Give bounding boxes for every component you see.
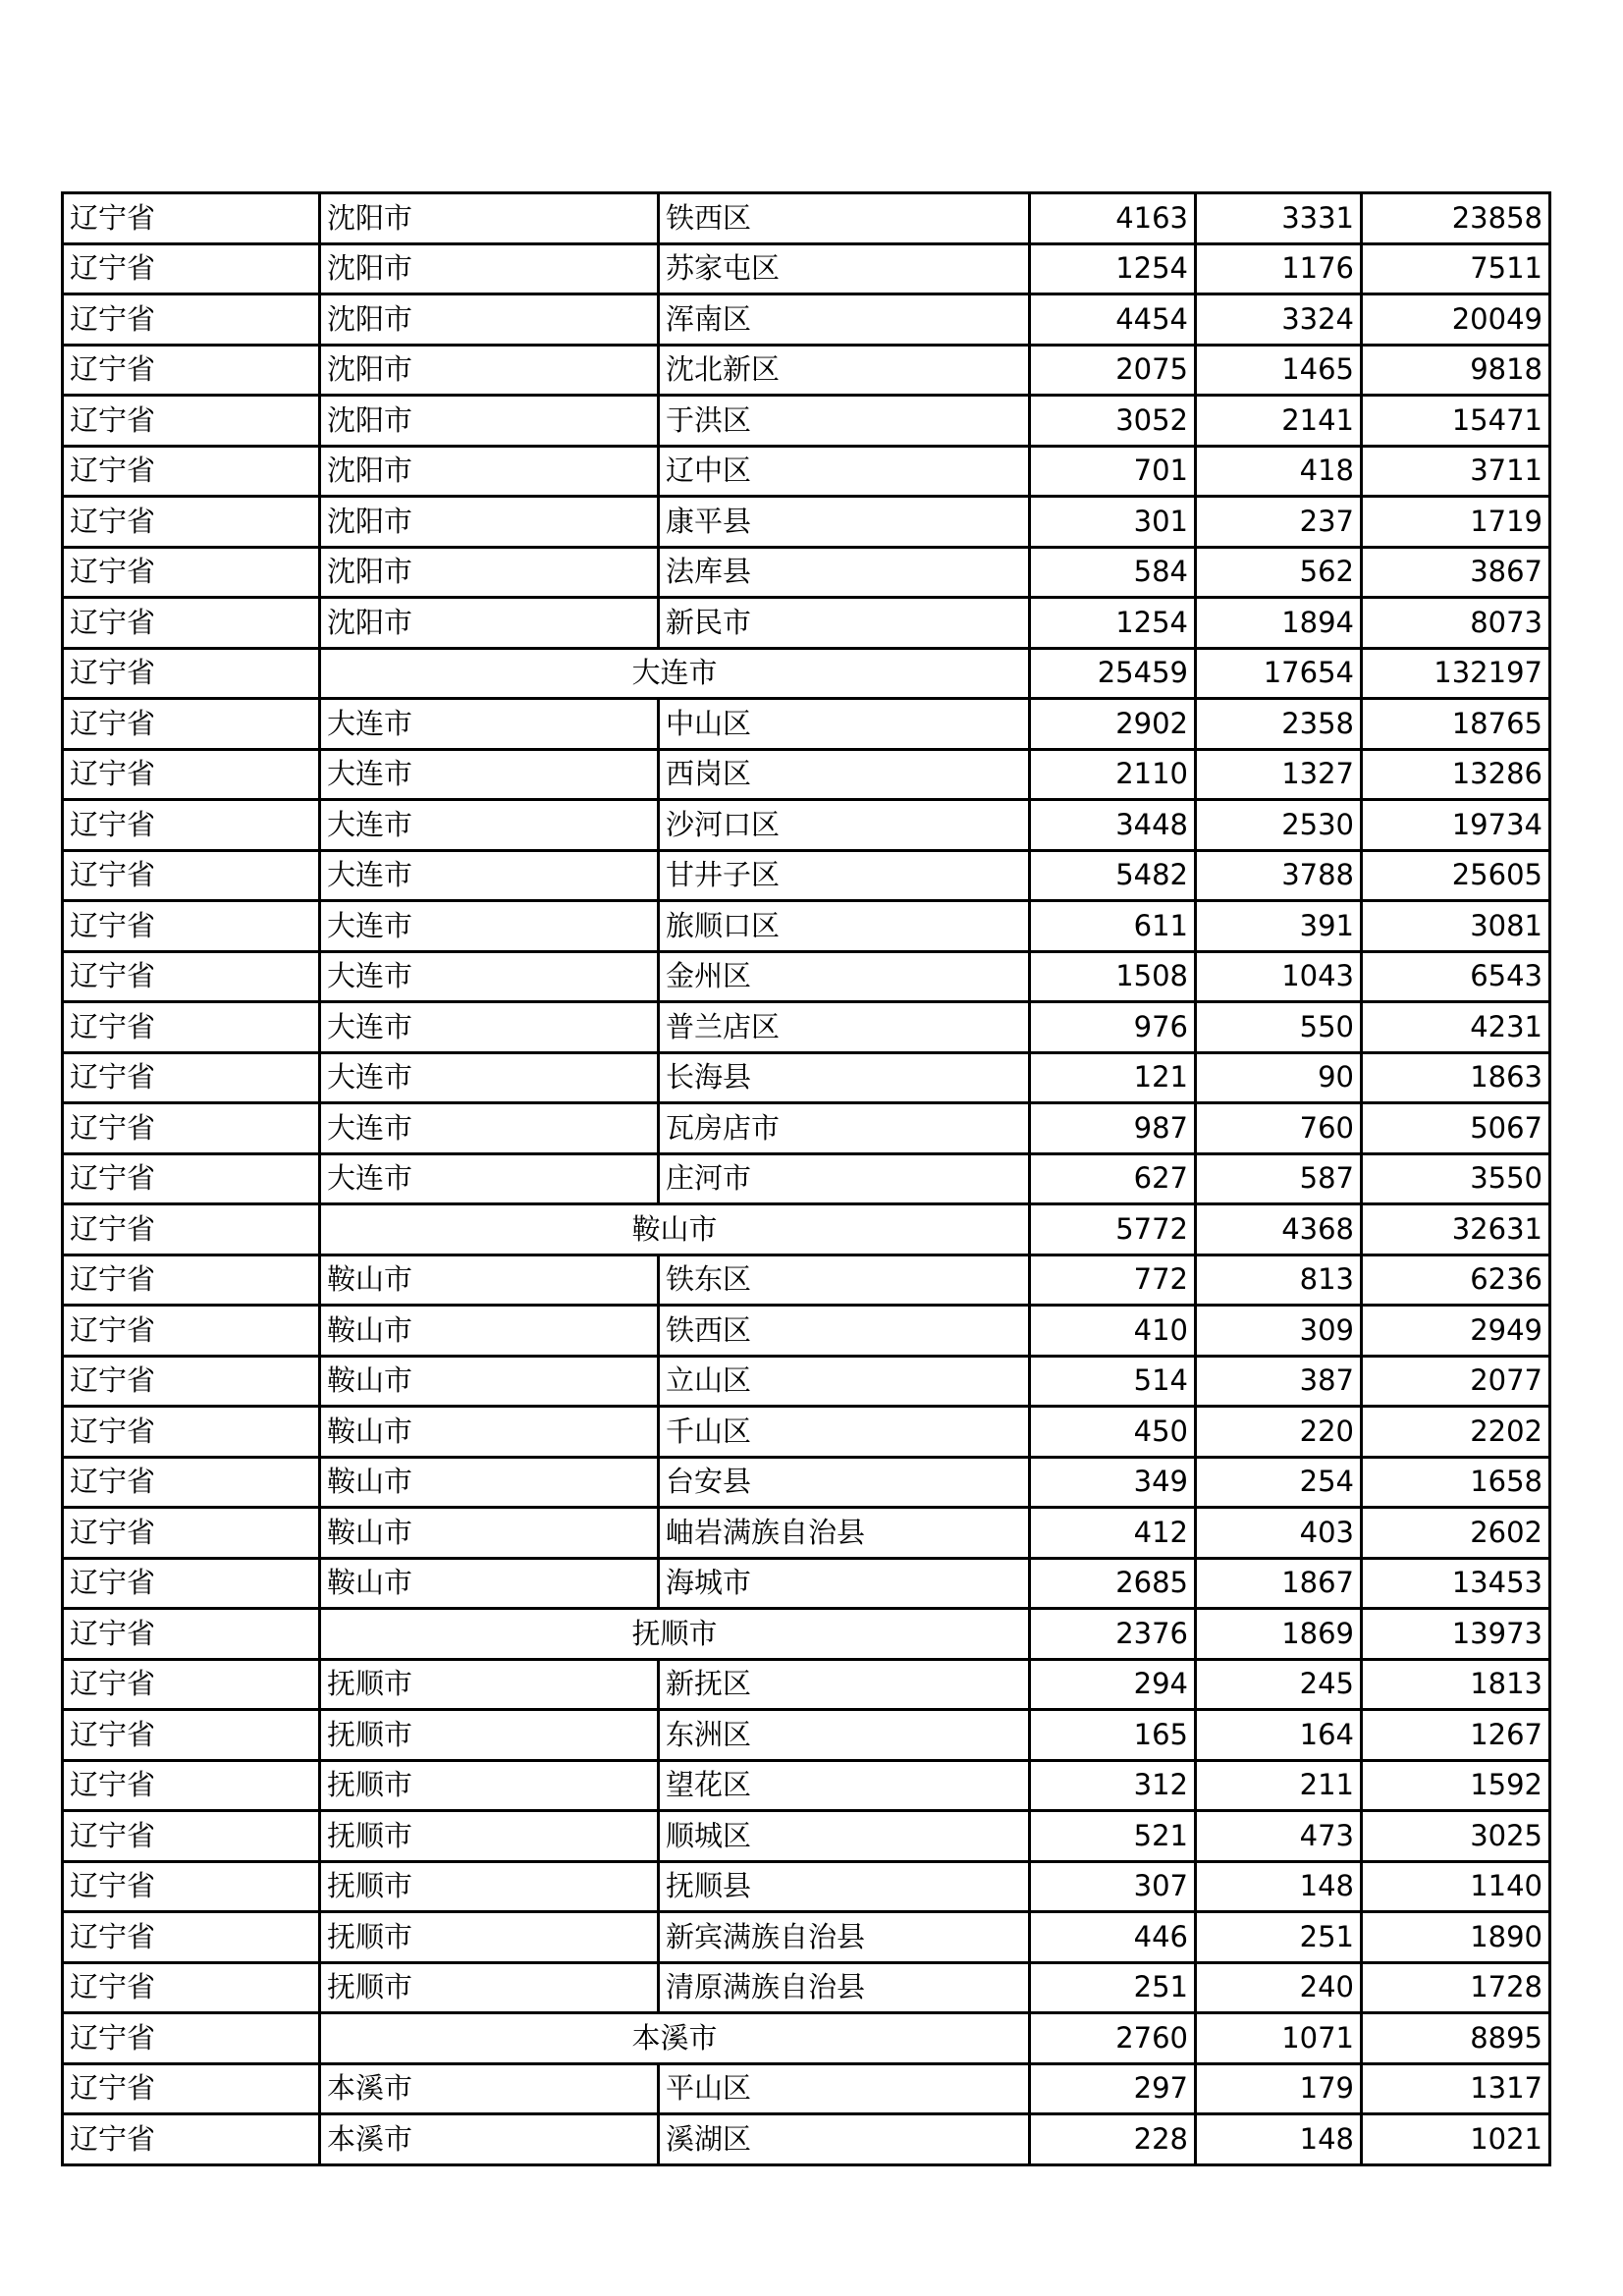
city-cell: 沈阳市 bbox=[320, 345, 659, 396]
table-row bbox=[63, 800, 1550, 851]
value-cell-3: 5067 bbox=[1362, 1103, 1550, 1154]
district-cell: 金州区 bbox=[659, 951, 1030, 1002]
district-cell: 台安县 bbox=[659, 1457, 1030, 1508]
value-cell-2: 387 bbox=[1196, 1356, 1362, 1407]
value-cell-3: 19734 bbox=[1362, 800, 1550, 851]
city-cell: 鞍山市 bbox=[320, 1508, 659, 1559]
province-cell: 辽宁省 bbox=[63, 1962, 320, 2013]
district-cell: 东洲区 bbox=[659, 1710, 1030, 1761]
district-cell: 甘井子区 bbox=[659, 850, 1030, 901]
city-cell: 大连市 bbox=[320, 699, 659, 750]
province-cell: 辽宁省 bbox=[63, 1153, 320, 1204]
value-cell-2: 403 bbox=[1196, 1508, 1362, 1559]
statistics-table bbox=[61, 191, 1551, 2166]
city-cell: 大连市 bbox=[320, 850, 659, 901]
table-row bbox=[63, 1912, 1550, 1963]
value-cell-1: 2902 bbox=[1030, 699, 1196, 750]
province-cell: 辽宁省 bbox=[63, 1710, 320, 1761]
table-row bbox=[63, 1306, 1550, 1357]
district-cell: 望花区 bbox=[659, 1760, 1030, 1811]
value-cell-2: 1176 bbox=[1196, 243, 1362, 294]
city-cell: 沈阳市 bbox=[320, 193, 659, 244]
value-cell-3: 6543 bbox=[1362, 951, 1550, 1002]
value-cell-2: 179 bbox=[1196, 2063, 1362, 2114]
city-subtotal-row bbox=[63, 1609, 1550, 1660]
province-cell: 辽宁省 bbox=[63, 1052, 320, 1103]
table-row bbox=[63, 396, 1550, 447]
district-cell: 新抚区 bbox=[659, 1659, 1030, 1710]
province-cell: 辽宁省 bbox=[63, 1002, 320, 1053]
table-row bbox=[63, 1255, 1550, 1306]
table-row bbox=[63, 699, 1550, 750]
value-cell-3: 7511 bbox=[1362, 243, 1550, 294]
province-cell: 辽宁省 bbox=[63, 547, 320, 598]
city-cell: 抚顺市 bbox=[320, 1811, 659, 1862]
table-row bbox=[63, 2063, 1550, 2114]
value-cell-1: 121 bbox=[1030, 1052, 1196, 1103]
table-row bbox=[63, 1811, 1550, 1862]
value-cell-1: 301 bbox=[1030, 497, 1196, 548]
table-row bbox=[63, 1508, 1550, 1559]
value-cell-2: 760 bbox=[1196, 1103, 1362, 1154]
value-cell-1: 3052 bbox=[1030, 396, 1196, 447]
value-cell-1: 25459 bbox=[1030, 648, 1196, 699]
value-cell-2: 391 bbox=[1196, 901, 1362, 952]
city-subtotal-label: 大连市 bbox=[320, 648, 1030, 699]
value-cell-3: 3867 bbox=[1362, 547, 1550, 598]
city-cell: 沈阳市 bbox=[320, 547, 659, 598]
province-cell: 辽宁省 bbox=[63, 294, 320, 346]
value-cell-2: 2530 bbox=[1196, 800, 1362, 851]
province-cell: 辽宁省 bbox=[63, 497, 320, 548]
value-cell-1: 251 bbox=[1030, 1962, 1196, 2013]
table-row bbox=[63, 1710, 1550, 1761]
province-cell: 辽宁省 bbox=[63, 2114, 320, 2165]
table-row bbox=[63, 1760, 1550, 1811]
district-cell: 铁东区 bbox=[659, 1255, 1030, 1306]
city-cell: 鞍山市 bbox=[320, 1558, 659, 1609]
province-cell: 辽宁省 bbox=[63, 1811, 320, 1862]
table-row bbox=[63, 497, 1550, 548]
value-cell-2: 1869 bbox=[1196, 1609, 1362, 1660]
value-cell-3: 3711 bbox=[1362, 446, 1550, 497]
province-cell: 辽宁省 bbox=[63, 1861, 320, 1912]
district-cell: 新民市 bbox=[659, 598, 1030, 649]
city-cell: 鞍山市 bbox=[320, 1356, 659, 1407]
district-cell: 法库县 bbox=[659, 547, 1030, 598]
value-cell-3: 15471 bbox=[1362, 396, 1550, 447]
value-cell-3: 6236 bbox=[1362, 1255, 1550, 1306]
table-row bbox=[63, 1457, 1550, 1508]
value-cell-3: 1719 bbox=[1362, 497, 1550, 548]
city-cell: 大连市 bbox=[320, 800, 659, 851]
value-cell-2: 2141 bbox=[1196, 396, 1362, 447]
value-cell-1: 514 bbox=[1030, 1356, 1196, 1407]
table-row bbox=[63, 1052, 1550, 1103]
province-cell: 辽宁省 bbox=[63, 749, 320, 800]
province-cell: 辽宁省 bbox=[63, 1508, 320, 1559]
value-cell-3: 1140 bbox=[1362, 1861, 1550, 1912]
district-cell: 长海县 bbox=[659, 1052, 1030, 1103]
value-cell-1: 611 bbox=[1030, 901, 1196, 952]
district-cell: 海城市 bbox=[659, 1558, 1030, 1609]
province-cell: 辽宁省 bbox=[63, 951, 320, 1002]
city-subtotal-row bbox=[63, 648, 1550, 699]
province-cell: 辽宁省 bbox=[63, 2013, 320, 2064]
district-cell: 中山区 bbox=[659, 699, 1030, 750]
value-cell-2: 211 bbox=[1196, 1760, 1362, 1811]
province-cell: 辽宁省 bbox=[63, 1760, 320, 1811]
value-cell-2: 245 bbox=[1196, 1659, 1362, 1710]
value-cell-1: 627 bbox=[1030, 1153, 1196, 1204]
table-row bbox=[63, 901, 1550, 952]
district-cell: 岫岩满族自治县 bbox=[659, 1508, 1030, 1559]
value-cell-1: 228 bbox=[1030, 2114, 1196, 2165]
value-cell-2: 4368 bbox=[1196, 1204, 1362, 1255]
value-cell-1: 307 bbox=[1030, 1861, 1196, 1912]
value-cell-2: 3324 bbox=[1196, 294, 1362, 346]
value-cell-3: 132197 bbox=[1362, 648, 1550, 699]
value-cell-2: 148 bbox=[1196, 2114, 1362, 2165]
value-cell-3: 1592 bbox=[1362, 1760, 1550, 1811]
value-cell-2: 1894 bbox=[1196, 598, 1362, 649]
value-cell-3: 1863 bbox=[1362, 1052, 1550, 1103]
value-cell-1: 2685 bbox=[1030, 1558, 1196, 1609]
city-cell: 鞍山市 bbox=[320, 1255, 659, 1306]
value-cell-1: 297 bbox=[1030, 2063, 1196, 2114]
city-subtotal-row bbox=[63, 1204, 1550, 1255]
value-cell-1: 3448 bbox=[1030, 800, 1196, 851]
table-row bbox=[63, 850, 1550, 901]
value-cell-2: 1867 bbox=[1196, 1558, 1362, 1609]
city-cell: 本溪市 bbox=[320, 2114, 659, 2165]
province-cell: 辽宁省 bbox=[63, 1457, 320, 1508]
district-cell: 顺城区 bbox=[659, 1811, 1030, 1862]
district-cell: 苏家屯区 bbox=[659, 243, 1030, 294]
city-subtotal-label: 鞍山市 bbox=[320, 1204, 1030, 1255]
table-row bbox=[63, 1962, 1550, 2013]
district-cell: 辽中区 bbox=[659, 446, 1030, 497]
value-cell-2: 90 bbox=[1196, 1052, 1362, 1103]
value-cell-1: 1508 bbox=[1030, 951, 1196, 1002]
table-row bbox=[63, 1558, 1550, 1609]
district-cell: 于洪区 bbox=[659, 396, 1030, 447]
value-cell-1: 4454 bbox=[1030, 294, 1196, 346]
value-cell-1: 701 bbox=[1030, 446, 1196, 497]
table-row bbox=[63, 1002, 1550, 1053]
province-cell: 辽宁省 bbox=[63, 446, 320, 497]
city-cell: 大连市 bbox=[320, 1052, 659, 1103]
value-cell-3: 4231 bbox=[1362, 1002, 1550, 1053]
table-row bbox=[63, 1861, 1550, 1912]
value-cell-2: 148 bbox=[1196, 1861, 1362, 1912]
province-cell: 辽宁省 bbox=[63, 850, 320, 901]
table-row bbox=[63, 2114, 1550, 2165]
value-cell-1: 987 bbox=[1030, 1103, 1196, 1154]
value-cell-2: 1043 bbox=[1196, 951, 1362, 1002]
value-cell-1: 410 bbox=[1030, 1306, 1196, 1357]
value-cell-3: 3025 bbox=[1362, 1811, 1550, 1862]
value-cell-2: 3788 bbox=[1196, 850, 1362, 901]
value-cell-1: 349 bbox=[1030, 1457, 1196, 1508]
province-cell: 辽宁省 bbox=[63, 396, 320, 447]
province-cell: 辽宁省 bbox=[63, 699, 320, 750]
value-cell-3: 2602 bbox=[1362, 1508, 1550, 1559]
city-cell: 抚顺市 bbox=[320, 1861, 659, 1912]
value-cell-3: 25605 bbox=[1362, 850, 1550, 901]
city-cell: 大连市 bbox=[320, 1002, 659, 1053]
table-row bbox=[63, 345, 1550, 396]
city-cell: 鞍山市 bbox=[320, 1306, 659, 1357]
value-cell-3: 2077 bbox=[1362, 1356, 1550, 1407]
table-row bbox=[63, 243, 1550, 294]
district-cell: 平山区 bbox=[659, 2063, 1030, 2114]
district-cell: 铁西区 bbox=[659, 193, 1030, 244]
city-cell: 抚顺市 bbox=[320, 1760, 659, 1811]
city-cell: 沈阳市 bbox=[320, 598, 659, 649]
city-subtotal-row bbox=[63, 2013, 1550, 2064]
value-cell-2: 2358 bbox=[1196, 699, 1362, 750]
district-cell: 沈北新区 bbox=[659, 345, 1030, 396]
table-body bbox=[63, 193, 1550, 2165]
province-cell: 辽宁省 bbox=[63, 1558, 320, 1609]
value-cell-1: 584 bbox=[1030, 547, 1196, 598]
value-cell-3: 1728 bbox=[1362, 1962, 1550, 2013]
value-cell-3: 20049 bbox=[1362, 294, 1550, 346]
value-cell-3: 1267 bbox=[1362, 1710, 1550, 1761]
city-cell: 大连市 bbox=[320, 1153, 659, 1204]
table-row bbox=[63, 951, 1550, 1002]
district-cell: 溪湖区 bbox=[659, 2114, 1030, 2165]
district-cell: 西岗区 bbox=[659, 749, 1030, 800]
city-cell: 沈阳市 bbox=[320, 497, 659, 548]
province-cell: 辽宁省 bbox=[63, 345, 320, 396]
district-cell: 普兰店区 bbox=[659, 1002, 1030, 1053]
value-cell-1: 2376 bbox=[1030, 1609, 1196, 1660]
value-cell-3: 23858 bbox=[1362, 193, 1550, 244]
value-cell-3: 8073 bbox=[1362, 598, 1550, 649]
value-cell-1: 772 bbox=[1030, 1255, 1196, 1306]
province-cell: 辽宁省 bbox=[63, 901, 320, 952]
value-cell-2: 237 bbox=[1196, 497, 1362, 548]
value-cell-3: 13453 bbox=[1362, 1558, 1550, 1609]
district-cell: 浑南区 bbox=[659, 294, 1030, 346]
table-row bbox=[63, 446, 1550, 497]
value-cell-3: 3081 bbox=[1362, 901, 1550, 952]
province-cell: 辽宁省 bbox=[63, 1204, 320, 1255]
province-cell: 辽宁省 bbox=[63, 1912, 320, 1963]
value-cell-2: 813 bbox=[1196, 1255, 1362, 1306]
value-cell-1: 450 bbox=[1030, 1407, 1196, 1458]
district-cell: 康平县 bbox=[659, 497, 1030, 548]
value-cell-3: 9818 bbox=[1362, 345, 1550, 396]
table-row bbox=[63, 598, 1550, 649]
table-row bbox=[63, 294, 1550, 346]
value-cell-2: 1327 bbox=[1196, 749, 1362, 800]
table-row bbox=[63, 749, 1550, 800]
district-cell: 抚顺县 bbox=[659, 1861, 1030, 1912]
value-cell-3: 2202 bbox=[1362, 1407, 1550, 1458]
district-cell: 旅顺口区 bbox=[659, 901, 1030, 952]
value-cell-2: 251 bbox=[1196, 1912, 1362, 1963]
district-cell: 清原满族自治县 bbox=[659, 1962, 1030, 2013]
province-cell: 辽宁省 bbox=[63, 598, 320, 649]
value-cell-1: 412 bbox=[1030, 1508, 1196, 1559]
value-cell-1: 1254 bbox=[1030, 243, 1196, 294]
city-cell: 大连市 bbox=[320, 951, 659, 1002]
district-cell: 铁西区 bbox=[659, 1306, 1030, 1357]
city-cell: 抚顺市 bbox=[320, 1659, 659, 1710]
city-subtotal-label: 本溪市 bbox=[320, 2013, 1030, 2064]
value-cell-1: 2760 bbox=[1030, 2013, 1196, 2064]
city-subtotal-label: 抚顺市 bbox=[320, 1609, 1030, 1660]
value-cell-2: 3331 bbox=[1196, 193, 1362, 244]
province-cell: 辽宁省 bbox=[63, 1609, 320, 1660]
province-cell: 辽宁省 bbox=[63, 1356, 320, 1407]
city-cell: 鞍山市 bbox=[320, 1407, 659, 1458]
value-cell-2: 240 bbox=[1196, 1962, 1362, 2013]
value-cell-1: 521 bbox=[1030, 1811, 1196, 1862]
value-cell-1: 5772 bbox=[1030, 1204, 1196, 1255]
table-row bbox=[63, 1659, 1550, 1710]
province-cell: 辽宁省 bbox=[63, 1659, 320, 1710]
value-cell-1: 976 bbox=[1030, 1002, 1196, 1053]
value-cell-3: 2949 bbox=[1362, 1306, 1550, 1357]
province-cell: 辽宁省 bbox=[63, 800, 320, 851]
district-cell: 立山区 bbox=[659, 1356, 1030, 1407]
value-cell-2: 587 bbox=[1196, 1153, 1362, 1204]
table-row bbox=[63, 1407, 1550, 1458]
value-cell-3: 1317 bbox=[1362, 2063, 1550, 2114]
value-cell-1: 446 bbox=[1030, 1912, 1196, 1963]
city-cell: 沈阳市 bbox=[320, 446, 659, 497]
province-cell: 辽宁省 bbox=[63, 193, 320, 244]
value-cell-3: 13973 bbox=[1362, 1609, 1550, 1660]
value-cell-3: 1890 bbox=[1362, 1912, 1550, 1963]
value-cell-2: 309 bbox=[1196, 1306, 1362, 1357]
table-row bbox=[63, 193, 1550, 244]
province-cell: 辽宁省 bbox=[63, 1407, 320, 1458]
province-cell: 辽宁省 bbox=[63, 2063, 320, 2114]
district-cell: 瓦房店市 bbox=[659, 1103, 1030, 1154]
value-cell-3: 3550 bbox=[1362, 1153, 1550, 1204]
value-cell-1: 1254 bbox=[1030, 598, 1196, 649]
city-cell: 大连市 bbox=[320, 901, 659, 952]
value-cell-3: 8895 bbox=[1362, 2013, 1550, 2064]
city-cell: 沈阳市 bbox=[320, 396, 659, 447]
value-cell-2: 220 bbox=[1196, 1407, 1362, 1458]
value-cell-1: 2075 bbox=[1030, 345, 1196, 396]
province-cell: 辽宁省 bbox=[63, 1103, 320, 1154]
table-row bbox=[63, 1356, 1550, 1407]
city-cell: 鞍山市 bbox=[320, 1457, 659, 1508]
table-row bbox=[63, 1103, 1550, 1154]
province-cell: 辽宁省 bbox=[63, 1255, 320, 1306]
value-cell-1: 294 bbox=[1030, 1659, 1196, 1710]
value-cell-3: 1658 bbox=[1362, 1457, 1550, 1508]
province-cell: 辽宁省 bbox=[63, 1306, 320, 1357]
city-cell: 沈阳市 bbox=[320, 294, 659, 346]
value-cell-1: 5482 bbox=[1030, 850, 1196, 901]
city-cell: 抚顺市 bbox=[320, 1912, 659, 1963]
province-cell: 辽宁省 bbox=[63, 648, 320, 699]
value-cell-1: 165 bbox=[1030, 1710, 1196, 1761]
value-cell-2: 164 bbox=[1196, 1710, 1362, 1761]
city-cell: 抚顺市 bbox=[320, 1962, 659, 2013]
value-cell-3: 1021 bbox=[1362, 2114, 1550, 2165]
value-cell-3: 32631 bbox=[1362, 1204, 1550, 1255]
city-cell: 大连市 bbox=[320, 1103, 659, 1154]
table-row bbox=[63, 547, 1550, 598]
district-cell: 沙河口区 bbox=[659, 800, 1030, 851]
city-cell: 抚顺市 bbox=[320, 1710, 659, 1761]
value-cell-1: 312 bbox=[1030, 1760, 1196, 1811]
value-cell-2: 473 bbox=[1196, 1811, 1362, 1862]
value-cell-2: 254 bbox=[1196, 1457, 1362, 1508]
table-row bbox=[63, 1153, 1550, 1204]
value-cell-2: 562 bbox=[1196, 547, 1362, 598]
city-cell: 本溪市 bbox=[320, 2063, 659, 2114]
value-cell-2: 17654 bbox=[1196, 648, 1362, 699]
district-cell: 新宾满族自治县 bbox=[659, 1912, 1030, 1963]
value-cell-3: 13286 bbox=[1362, 749, 1550, 800]
value-cell-3: 1813 bbox=[1362, 1659, 1550, 1710]
value-cell-2: 550 bbox=[1196, 1002, 1362, 1053]
value-cell-2: 1465 bbox=[1196, 345, 1362, 396]
value-cell-2: 1071 bbox=[1196, 2013, 1362, 2064]
city-cell: 大连市 bbox=[320, 749, 659, 800]
value-cell-1: 4163 bbox=[1030, 193, 1196, 244]
district-cell: 千山区 bbox=[659, 1407, 1030, 1458]
district-cell: 庄河市 bbox=[659, 1153, 1030, 1204]
city-cell: 沈阳市 bbox=[320, 243, 659, 294]
value-cell-2: 418 bbox=[1196, 446, 1362, 497]
value-cell-3: 18765 bbox=[1362, 699, 1550, 750]
province-cell: 辽宁省 bbox=[63, 243, 320, 294]
value-cell-1: 2110 bbox=[1030, 749, 1196, 800]
